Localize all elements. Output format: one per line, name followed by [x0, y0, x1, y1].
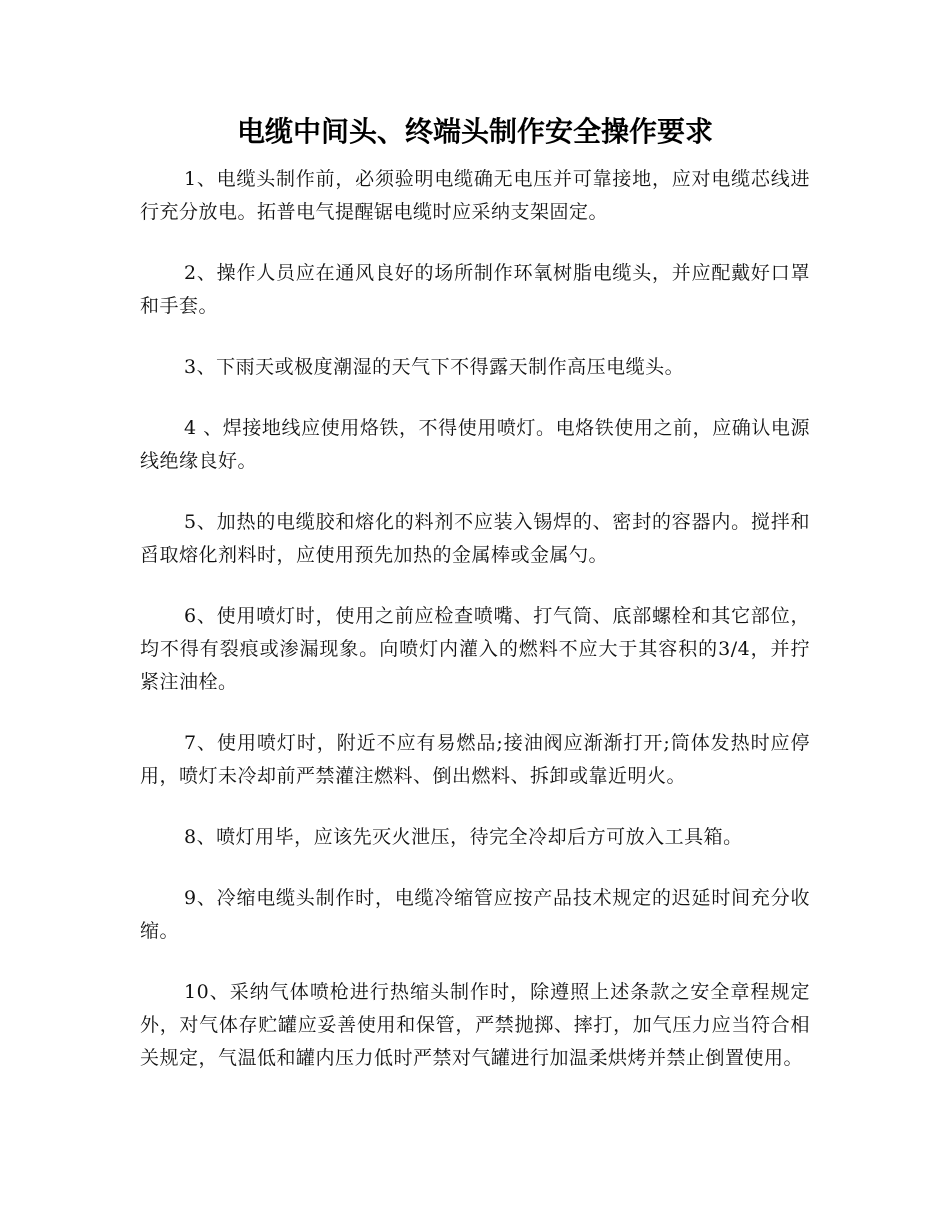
paragraph-10: 10、采纳气体喷枪进行热缩头制作时，除遵照上述条款之安全章程规定外，对气体存贮罐应妥善使用和保管，严禁抛掷、摔打，加气压力应当符合相关规定，气温低和罐内压力低时严禁对气罐进行加温柔烘烤并禁止倒置使用。 [140, 981, 810, 1069]
document-body [140, 163, 810, 1103]
paragraph-1: 1、电缆头制作前，必须验明电缆确无电压并可靠接地，应对电缆芯线进行充分放电。拓普电气提醒锯电缆时应采纳支架固定。 [140, 168, 810, 223]
paragraph-2: 2、操作人员应在通风良好的场所制作环氧树脂电缆头，并应配戴好口罩和手套。 [140, 262, 810, 317]
paragraph-6: 6、使用喷灯时，使用之前应检查喷嘴、打气筒、底部螺栓和其它部位，均不得有裂痕或渗漏现象。向喷灯内灌入的燃料不应大于其容积的3/4，并拧紧注油栓。 [140, 605, 810, 693]
paragraph-5: 5、加热的电缆胶和熔化的料剂不应装入锡焊的、密封的容器内。搅拌和舀取熔化剂料时，应使用预先加热的金属棒或金属勺。 [140, 511, 810, 566]
paragraph-4: 4 、焊接地线应使用烙铁，不得使用喷灯。电烙铁使用之前，应确认电源线绝缘良好。 [140, 417, 810, 472]
paragraph-7: 7、使用喷灯时，附近不应有易燃品;接油阀应渐渐打开;筒体发热时应停用，喷灯未冷却前严禁灌注燃料、倒出燃料、拆卸或靠近明火。 [140, 732, 810, 787]
paragraph-3: 3、下雨天或极度潮湿的天气下不得露天制作高压电缆头。 [184, 356, 685, 378]
paragraph-8: 8、喷灯用毕，应该先灭火泄压，待完全冷却后方可放入工具箱。 [184, 826, 743, 848]
paragraph-9: 9、冷缩电缆头制作时，电缆冷缩管应按产品技术规定的迟延时间充分收缩。 [140, 887, 810, 942]
document-title: 电缆中间头、终端头制作安全操作要求 [236, 115, 713, 148]
